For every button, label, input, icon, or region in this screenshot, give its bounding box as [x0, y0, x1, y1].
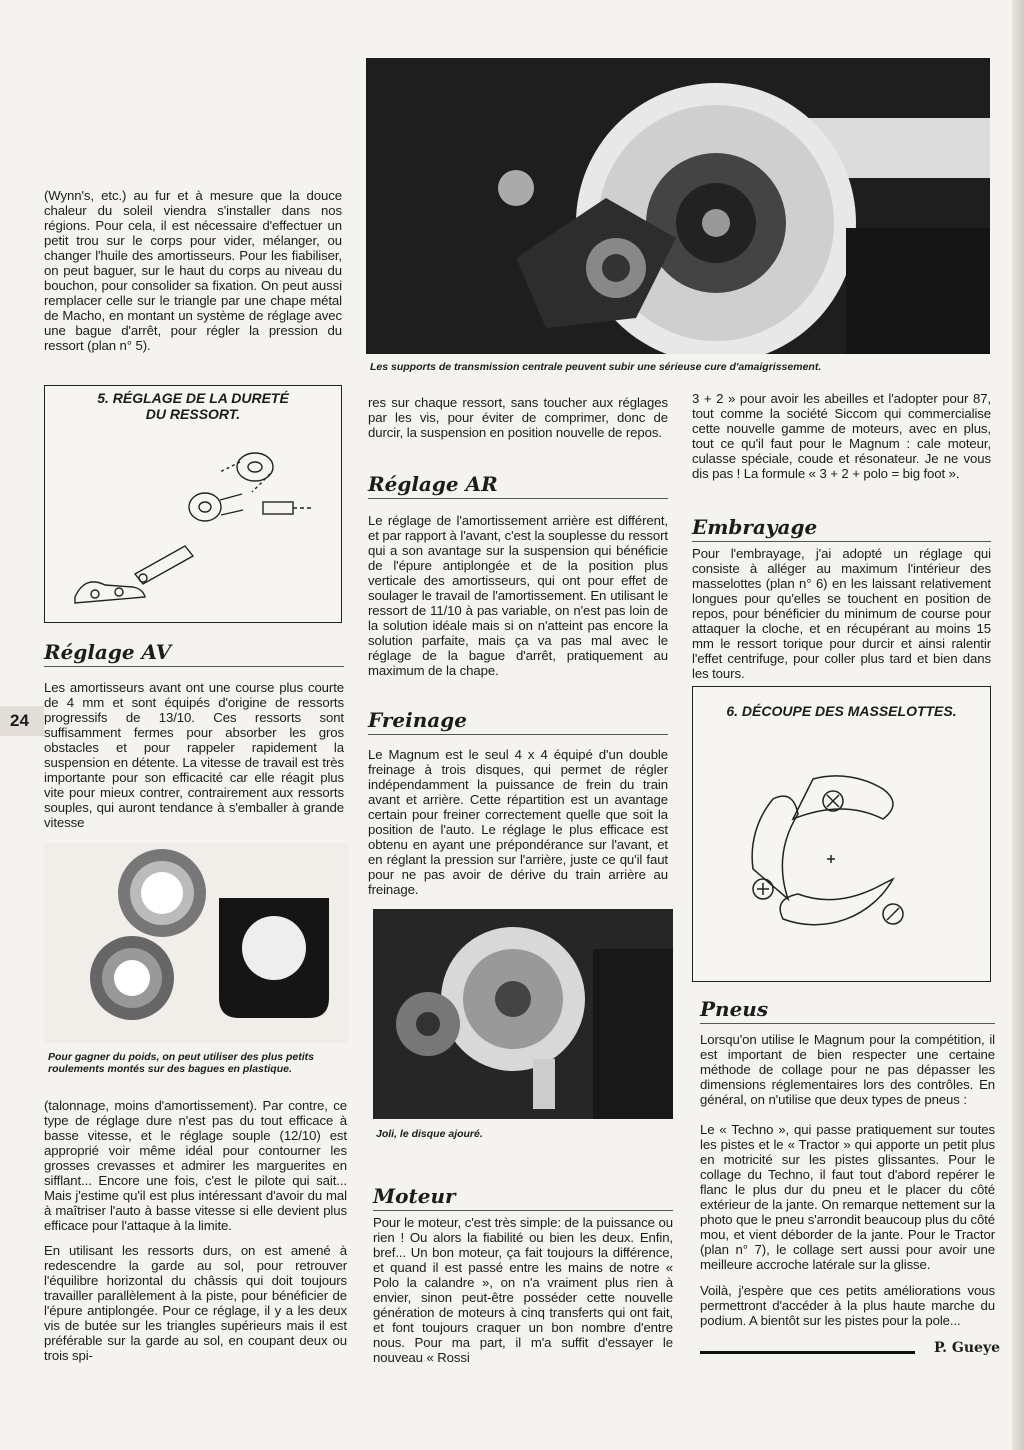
reglage-av-paragraph: Les amortisseurs avant ont une course plus courte de 4 mm et sont équipés d'origine de ressorts progressifs de 13/10. Ces ressorts sont suffisamment fermes pour absorber les gros obstacles et pour rappeler rapidement la suspension en détente. La vitesse de travail est très importante pour son efficacité car elle réagit plus vite pour mieux contrer, contrairement aux ressorts souples, qui auront tendance à s'emballer à grande vitesse [44, 680, 344, 830]
brake-disc-illustration [373, 909, 673, 1119]
signature-rule [700, 1351, 915, 1354]
heading-moteur: Moteur [373, 1184, 673, 1211]
intro-paragraph: (Wynn's, etc.) au fur et à mesure que la douce chaleur du soleil viendra s'installer dans nos régions. Pour cela, il est nécessaire d'effectuer un petit trou sur le corps pour vider, mélanger, ou changer l'huile des amortisseurs. Pour les fiabiliser, on peut baguer, sur le haut du corps au niveau du bouchon, pour consolider sa fixation. On peut aussi remplacer celle sur le triangle par une chape métal de Macho, en montant un système de réglage avec une bague d'arrêt, pour régler la pression du ressort (plan n° 5). [44, 188, 342, 353]
spring-adjustment-diagram [45, 422, 341, 618]
clutch-shoes-diagram [693, 719, 990, 975]
paragraph-after-photo: (talonnage, moins d'amortissement). Par contre, ce type de réglage dure n'est pas du tout efficace à basse vitesse, et le réglage souple (12/10) est approprié voir même idéal pour contourner les grosses crevasses et admirer les marguerites en sifflant... Encore une fois, c'est le pilote qui sait... Mais j'estime qu'il est plus intéressant d'avoir du mal à maîtriser l'auto à basse vitesse si elle devient plus efficace pour l'attaque à la limite. [44, 1098, 347, 1233]
brake-disc-caption: Joli, le disque ajouré. [376, 1128, 483, 1140]
brake-disc-photo [373, 909, 673, 1119]
figure-box-6 [692, 686, 991, 982]
heading-freinage: Freinage [368, 708, 668, 735]
box6-title: 6. DÉCOUPE DES MASSELOTTES. [726, 703, 957, 719]
bearings-illustration [44, 843, 349, 1043]
heading-reglage-ar: Réglage AR [368, 472, 668, 499]
paragraph-ressort-continued: res sur chaque ressort, sans toucher aux réglages par les vis, pour éviter de comprimer, donc de durcir, la suspension en position nouvelle de repos. [368, 395, 668, 440]
pneus-paragraph-conclusion: Voilà, j'espère que ces petits améliorations vous permettront d'accéder à la plus haute marche du podium. A bientôt sur les pistes pour la pole... [700, 1283, 995, 1328]
bearings-photo [44, 843, 349, 1043]
reglage-ar-paragraph: Le réglage de l'amortissement arrière est différent, et par rapport à l'avant, c'est la souplesse du ressort qui a son avantage sur la suspension qui bénéficie de l'épure antiplongée et de la position plus verticale des amortisseurs, qui ont pour effet de soulager le travail de l'amortissement. En utilisant le ressort de 11/10 à pas variable, on n'est pas loin de la solution idéale mais si on n'atteint pas encore la solution parfaite, mais ça va pas mal avec le réglage de la bague d'arrêt, pratiquement au maximum de la chape. [368, 513, 668, 678]
heading-embrayage: Embrayage [692, 515, 991, 542]
paragraph-rossi-continued: 3 + 2 » pour avoir les abeilles et l'adopter pour 87, tout comme la société Siccom qui commercialise cette nouvelle gamme de moteurs, avec en plus, tout ce qu'il faut pour le Magnum : cale moteur, culasse spéciale, coude et résonateur. Je ne vous dis pas ! La formule « 3 + 2 + polo = big foot ». [692, 391, 991, 481]
moteur-paragraph: Pour le moteur, c'est très simple: de la puissance ou rien ! Ou alors la fiabilité ou bien les deux. Enfin, bref... Un bon moteur, ça fait toujours la différence, et quand il est passé entre les mains de notre « Polo la calandre », on n'a vraiment plus rien à envier, sinon peut-être posséder cette nouvelle génération de moteurs à cinq transferts qui ont fait, et font toujours craquer un bon nombre d'entre nous. Pour ma part, il m'a suffit d'essayer le nouveau « Rossi [373, 1215, 673, 1365]
transmission-illustration [366, 58, 990, 354]
pneus-paragraph-types: Le « Techno », qui passe pratiquement sur toutes les pistes et le « Tractor » qui apporte un petit plus en motricité sur les pistes glissantes. Pour le collage du Techno, il faut tout d'abord repérer le flanc le plus dur du pneu et le placer du côté extérieur de la jante. On remarque nettement sur la photo que le pneu s'arrondit beaucoup plus du côté mou, et vient déborder de la jante. Pour le Tractor (plan n° 7), le collage sert aussi pour avoir une meilleure accroche latérale sur la glisse. [700, 1122, 995, 1272]
transmission-caption: Les supports de transmission centrale peuvent subir une sérieuse cure d'amaigrissement. [370, 361, 822, 373]
pneus-paragraph-intro: Lorsqu'on utilise le Magnum pour la compétition, il est important de bien respecter une certaine méthode de collage pour ne pas dépasser les dimensions réglementaires lors des contrôles. En général, on n'utilise que deux types de pneus : [700, 1032, 995, 1107]
figure-box-5 [44, 385, 342, 623]
freinage-paragraph: Le Magnum est le seul 4 x 4 équipé d'un double freinage à trois disques, qui permet de régler indépendamment la puissance de frein du train avant et arrière. Cette répartition est un avantage certain pour freiner correctement quelle que soit la position de l'auto. Le réglage le plus efficace est obtenu en ayant une prépondérance sur l'avant, et en réglant la pression sur l'arrière, juste ce qu'il faut pour ne pas avoir de dérive du train arrière au freinage. [368, 747, 668, 897]
box5-title-line1: 5. RÉGLAGE DE LA DURETÉ [97, 390, 289, 406]
heading-pneus: Pneus [700, 997, 995, 1024]
paragraph-garde-au-sol: En utilisant les ressorts durs, on est amené à redescendre la garde au sol, pour retrouver l'équilibre horizontal du châssis qui doit toujours travailler parallèlement à la piste, pour bénéficier de l'épure antiplongée. Pour ce réglage, il y a les deux vis de butée sur les triangles supérieurs mais il est préférable sur la garde au sol, en coupant deux ou trois spi- [44, 1243, 347, 1363]
page-edge [1012, 0, 1024, 1450]
heading-reglage-av: Réglage AV [44, 640, 344, 667]
author-name: P. Gueye [933, 1340, 1000, 1356]
page-number: 24 [0, 706, 44, 736]
bearings-caption: Pour gagner du poids, on peut utiliser des plus petits roulements montés sur des bagues en plastique. [48, 1051, 315, 1075]
transmission-photo [366, 58, 990, 354]
box5-title-line2: DU RESSORT. [145, 406, 241, 422]
author-signature [700, 1340, 1000, 1358]
embrayage-paragraph: Pour l'embrayage, j'ai adopté un réglage qui consiste à alléger au maximum l'intérieur des masselottes (plan n° 6) en les laissant relativement longues pour qu'elles se touchent en position de repos, pour bénéficier du minimum de course pour attaquer la cloche, et en récupérant au moins 15 mm le ressort torique pour durcir et ainsi ralentir l'effet centrifuge, pour coller plus tard et bien dans les tours. [692, 546, 991, 681]
